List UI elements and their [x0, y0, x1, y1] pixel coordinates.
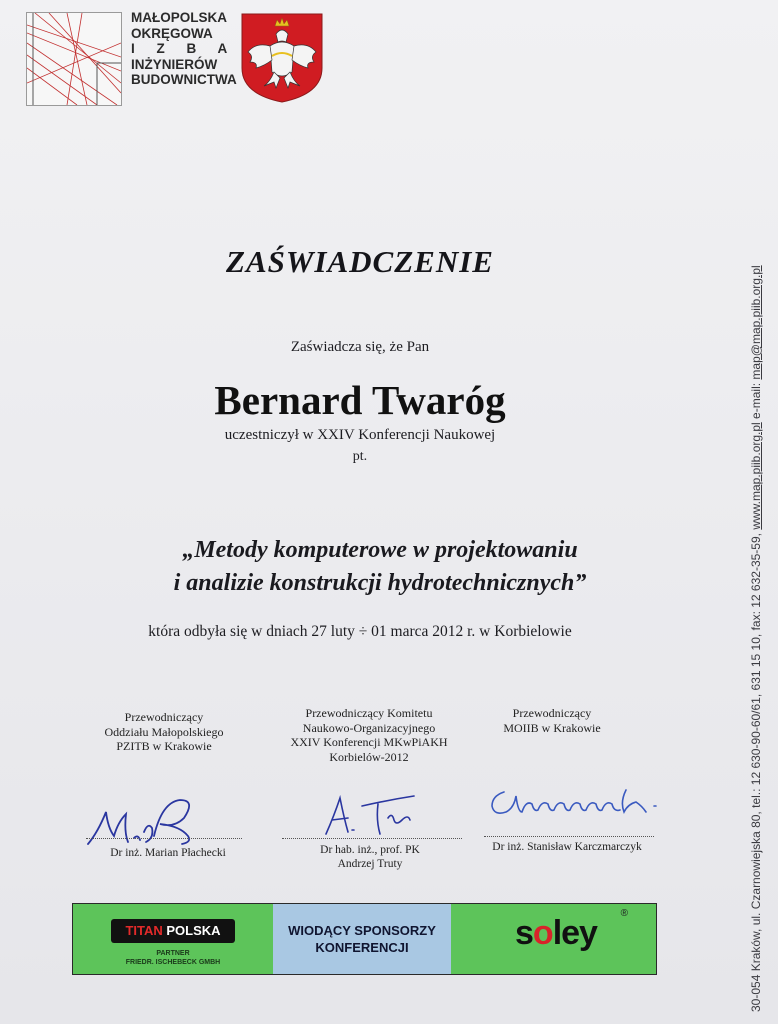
- participation-line: uczestniczył w XXIV Konferencji Naukowej: [224, 427, 496, 443]
- pt-label: pt.: [352, 449, 368, 464]
- sponsor-banner: [72, 903, 657, 975]
- org-name-line: OKRĘGOWA: [131, 25, 213, 41]
- signature-line: [484, 836, 654, 837]
- signatory-title: [266, 706, 472, 764]
- soley-text-part: o: [532, 914, 553, 952]
- registered-mark: ®: [620, 908, 628, 919]
- sponsor-label-panel: [273, 904, 451, 974]
- signature-3: [486, 782, 666, 822]
- contact-side-text: [749, 12, 763, 1012]
- org-name-line: I Z B A: [131, 41, 237, 56]
- signatory-name-line: Dr hab. inż., prof. PK: [320, 844, 420, 856]
- sponsor-label-line: KONFERENCJI: [315, 940, 409, 955]
- signature-1: [84, 792, 234, 852]
- sponsor-label-line: WIODĄCY SPONSORZY: [288, 923, 436, 938]
- signatory-name: [282, 843, 458, 871]
- sponsor-label: [288, 922, 436, 956]
- recipient-name: Bernard Twaróg: [214, 377, 506, 423]
- titan-polska-logo: [73, 904, 273, 974]
- signatory-name-line: Dr inż. Marian Płachecki: [110, 847, 226, 859]
- signatory-name: [462, 840, 672, 854]
- partner-line: FRIEDR. ISCHEBECK GMBH: [125, 959, 221, 966]
- email-label: e-mail:: [749, 382, 763, 419]
- signatory-title-line: Oddziału Małopolskiego: [104, 724, 224, 739]
- signatory-title-line: Naukowo-Organizacyjnego: [302, 720, 436, 735]
- conference-title-line-1: „Metody komputerowe w projektowaniu: [182, 537, 578, 563]
- signatory-name-line: Andrzej Truty: [337, 858, 403, 870]
- partner-caption: [73, 949, 273, 967]
- signatory-name: [76, 846, 260, 860]
- signature-line: [282, 838, 462, 839]
- signatory-name-line: Dr inż. Stanisław Karczmarczyk: [492, 841, 642, 853]
- signature-2: [318, 790, 448, 840]
- titan-text: TITAN: [125, 923, 163, 938]
- conference-title-line-2: i analizie konstrukcji hydrotechnicznych”: [173, 570, 587, 596]
- org-name-line: BUDOWNICTWA: [131, 72, 237, 87]
- signature-line: [86, 838, 242, 839]
- signatory-title-line: PZITB w Krakowie: [116, 739, 212, 753]
- signatory-title-line: Przewodniczący: [512, 706, 592, 720]
- signatory-title: [482, 706, 622, 735]
- org-name-line: MAŁOPOLSKA: [131, 10, 227, 25]
- soley-wordmark: [515, 914, 597, 953]
- signatory-title-line: Przewodniczący Komitetu: [305, 706, 433, 720]
- signatory-title-line: Korbielów-2012: [329, 749, 409, 764]
- signatory-title: [78, 710, 250, 754]
- signatory-title-line: XXIV Konferencji MKwPiAKH: [290, 735, 448, 749]
- email-link[interactable]: map@map.piib.org.pl: [749, 265, 763, 380]
- org-name-line: INŻYNIERÓW: [131, 56, 218, 72]
- polska-text: POLSKA: [166, 923, 221, 938]
- certificate-title: ZAŚWIADCZENIE: [226, 244, 494, 279]
- signatory-title-line: MOIIB w Krakowie: [503, 720, 601, 735]
- org-logo-icon: [26, 12, 122, 106]
- signatory-title-line: Przewodniczący: [124, 710, 204, 724]
- titan-polska-wordmark: [111, 919, 235, 943]
- org-name: [131, 10, 251, 88]
- soley-logo: [451, 904, 656, 974]
- website-link[interactable]: www.map.piib.org.pl: [749, 422, 763, 530]
- certifies-line: Zaświadcza się, że Pan: [290, 339, 430, 355]
- soley-text-part: ley: [552, 914, 597, 952]
- coat-of-arms-icon: [240, 12, 324, 104]
- date-line: która odbyła się w dniach 27 luty ÷ 01 marca 2012 r. w Korbielowie: [148, 623, 572, 640]
- partner-line: PARTNER: [156, 950, 190, 957]
- address-text: 30-054 Kraków, ul. Czarnowiejska 80, tel.: 12 630-90-60/61, 631 15 10, fax: 12 632-35-59,: [749, 533, 763, 1012]
- soley-text-part: s: [515, 914, 533, 952]
